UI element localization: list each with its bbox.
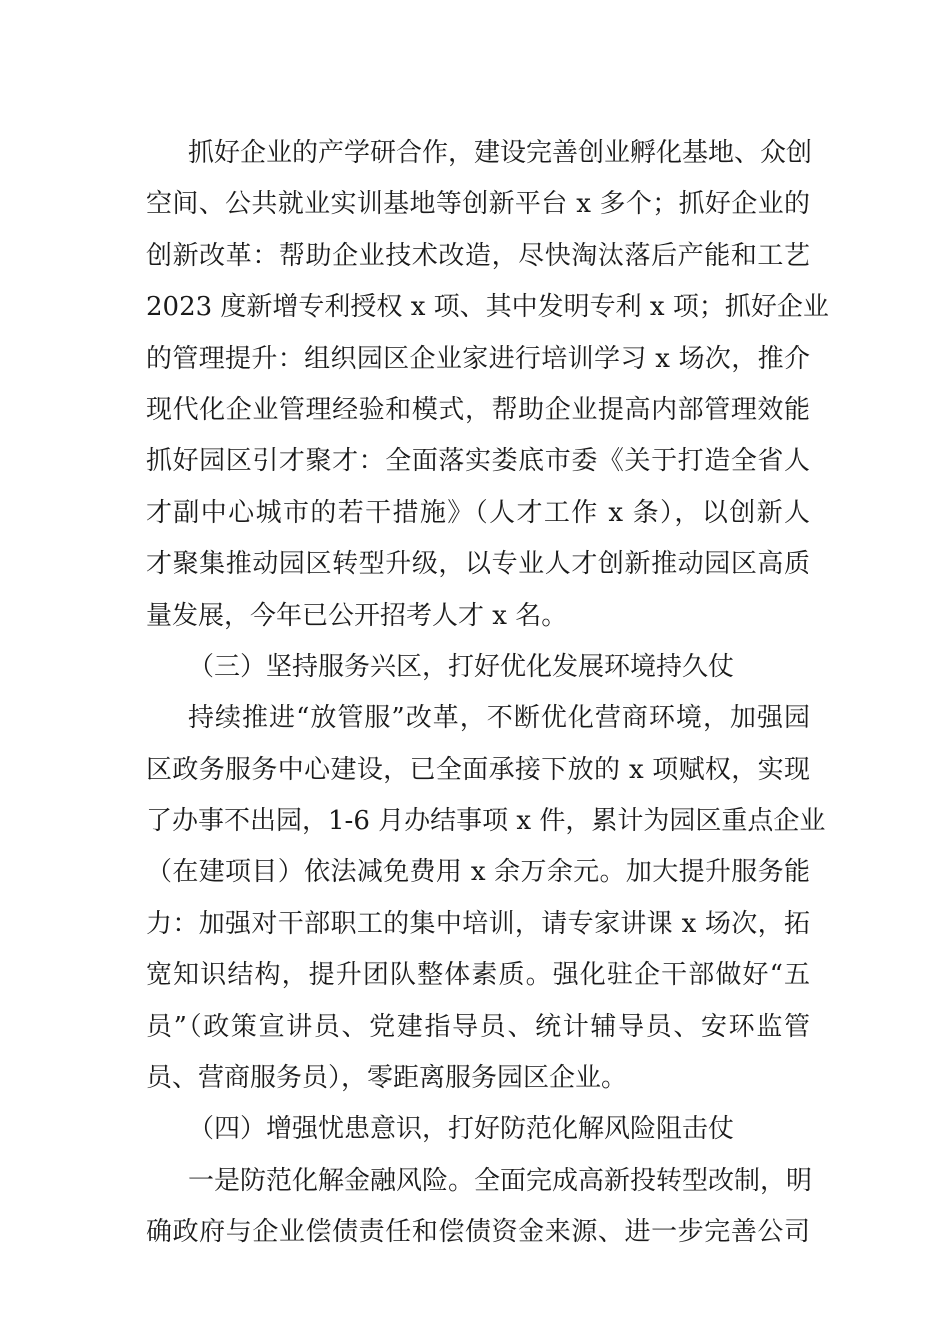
section-heading: （四）增强忧患意识，打好防范化解风险阻击仗 — [188, 1114, 735, 1145]
paragraph-line: 空间、公共就业实训基地等创新平台 x 多个；抓好企业的 — [146, 189, 810, 220]
paragraph-line: 的管理提升：组织园区企业家进行培训学习 x 场次，推介 — [146, 343, 810, 374]
paragraph-line: 现代化企业管理经验和模式，帮助企业提高内部管理效能 — [146, 394, 810, 425]
paragraph-line: 员”（政策宣讲员、党建指导员、统计辅导员、安环监管 — [146, 1011, 810, 1042]
paragraph-line: 确政府与企业偿债责任和偿债资金来源、进一步完善公司 — [146, 1217, 810, 1248]
paragraph-line: 一是防范化解金融风险。全面完成高新投转型改制，明 — [188, 1165, 813, 1196]
paragraph-line: 宽知识结构，提升团队整体素质。强化驻企干部做好“五 — [146, 960, 810, 991]
paragraph-line: 2023 度新增专利授权 x 项、其中发明专利 x 项；抓好企业 — [146, 292, 829, 323]
paragraph-line: 才聚集推动园区转型升级，以专业人才创新推动园区高质 — [146, 549, 810, 580]
paragraph-line: 才副中心城市的若干措施》（人才工作 x 条），以创新人 — [146, 497, 810, 528]
paragraph-line: 力：加强对干部职工的集中培训，请专家讲课 x 场次，拓 — [146, 908, 810, 939]
paragraph-line: 了办事不出园，1-6 月办结事项 x 件，累计为园区重点企业 — [146, 806, 826, 837]
paragraph-line: 员、营商服务员），零距离服务园区企业。 — [146, 1063, 628, 1094]
section-heading: （三）坚持服务兴区，打好优化发展环境持久仗 — [188, 651, 735, 682]
paragraph-line: 持续推进“放管服”改革，不断优化营商环境，加强园 — [188, 703, 810, 734]
paragraph-line: 创新改革：帮助企业技术改造，尽快淘汰落后产能和工艺 — [146, 240, 810, 271]
paragraph-line: 抓好园区引才聚才：全面落实娄底市委《关于打造全省人 — [146, 446, 810, 477]
document-body — [146, 128, 829, 1259]
paragraph-line: 量发展，今年已公开招考人才 x 名。 — [146, 600, 568, 631]
paragraph-line: 抓好企业的产学研合作，建设完善创业孵化基地、众创 — [188, 138, 813, 168]
paragraph-line: 区政务服务中心建设，已全面承接下放的 x 项赋权，实现 — [146, 754, 810, 785]
paragraph-line: （在建项目）依法减免费用 x 余万余元。加大提升服务能 — [146, 857, 810, 888]
